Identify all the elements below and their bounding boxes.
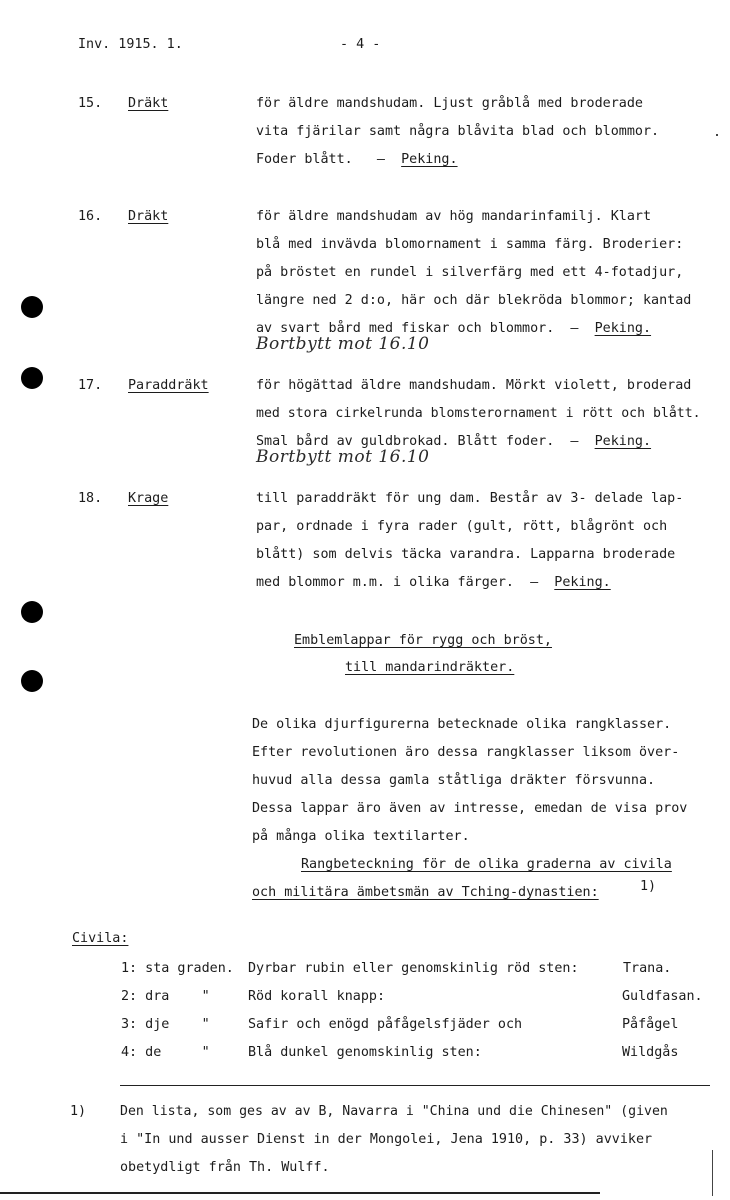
paragraph-line: Dessa lappar äro även av intresse, emedan de visa prov bbox=[252, 801, 688, 816]
rank-grade: 3: dje " bbox=[121, 1017, 210, 1032]
footnote-marker: 1) bbox=[70, 1104, 87, 1119]
rank-bird: Wildgås bbox=[622, 1045, 679, 1060]
entry-line bbox=[256, 153, 458, 166]
entry-line: för högättad äldre mandshudam. Mörkt violett, broderad bbox=[256, 378, 692, 393]
section-heading: till mandarindräkter. bbox=[345, 660, 515, 675]
rank-heading: Rangbeteckning för de olika graderna av civila bbox=[301, 857, 672, 872]
entry-term: Dräkt bbox=[128, 96, 169, 111]
entry-line: för äldre mandshudam av hög mandarinfamilj. Klart bbox=[256, 209, 652, 224]
footnote-line: obetydligt från Th. Wulff. bbox=[120, 1160, 330, 1175]
entry-number: 15. bbox=[78, 96, 103, 111]
paragraph-line: De olika djurfigurerna betecknade olika rangklasser. bbox=[252, 717, 672, 732]
entry-line: blå med invävda blomornament i samma färg. Broderier: bbox=[256, 237, 684, 252]
page-number: - 4 - bbox=[340, 37, 381, 52]
scan-edge-mark bbox=[712, 1150, 713, 1196]
entry-line bbox=[256, 576, 611, 589]
entry-origin: Peking. bbox=[401, 152, 458, 167]
punch-hole bbox=[21, 296, 43, 318]
rank-symbol: Dyrbar rubin eller genomskinlig röd sten: bbox=[248, 961, 579, 976]
rank-grade: 4: de " bbox=[121, 1045, 210, 1060]
scan-edge-line bbox=[0, 1192, 600, 1194]
footnote-line: i "In und ausser Dienst in der Mongolei, Jena 1910, p. 33) avviker bbox=[120, 1132, 653, 1147]
entry-number: 16. bbox=[78, 209, 103, 224]
section-heading: Emblemlappar för rygg och bröst, bbox=[294, 633, 552, 648]
entry-origin: Peking. bbox=[594, 321, 652, 336]
entry-line: blått) som delvis täcka varandra. Lapparna broderade bbox=[256, 547, 676, 562]
rank-symbol: Blå dunkel genomskinlig sten: bbox=[248, 1045, 482, 1060]
entry-number: 17. bbox=[78, 378, 103, 393]
inventory-number: Inv. 1915. 1. bbox=[78, 37, 183, 52]
entry-line-text: med blommor m.m. i olika färger. – bbox=[256, 575, 555, 590]
paragraph-line: på många olika textilarter. bbox=[252, 829, 470, 844]
rank-symbol: Röd korall knapp: bbox=[248, 989, 386, 1004]
entry-term: Paraddräkt bbox=[128, 378, 209, 393]
rank-bird: Påfågel bbox=[622, 1017, 679, 1032]
entry-line: med stora cirkelrunda blomsterornament i rött och blått. bbox=[256, 406, 701, 421]
civil-label: Civila: bbox=[72, 931, 129, 946]
entry-line: par, ordnade i fyra rader (gult, rött, blågrönt och bbox=[256, 519, 668, 534]
entry-origin: Peking. bbox=[554, 575, 611, 590]
punch-hole bbox=[21, 367, 43, 389]
entry-line: längre ned 2 d:o, här och där blekröda blommor; kantad bbox=[256, 293, 692, 308]
handwritten-note: Bortbytt mot 16.10 bbox=[256, 334, 430, 354]
entry-line-text: Foder blått. – bbox=[256, 152, 402, 167]
entry-line: på bröstet en rundel i silverfärg med ett 4-fotadjur, bbox=[256, 265, 684, 280]
footnote-divider bbox=[120, 1085, 710, 1086]
rank-bird: Guldfasan. bbox=[622, 989, 703, 1004]
punch-hole bbox=[21, 601, 43, 623]
entry-line-text: Smal bård av guldbrokad. Blått foder. – bbox=[256, 434, 595, 449]
handwritten-note: Bortbytt mot 16.10 bbox=[256, 447, 430, 467]
entry-line: för äldre mandshudam. Ljust gråblå med broderade bbox=[256, 96, 643, 111]
rank-bird: Trana. bbox=[623, 961, 672, 976]
entry-term: Dräkt bbox=[128, 209, 169, 224]
paragraph-line: huvud alla dessa gamla ståtliga dräkter försvunna. bbox=[252, 773, 656, 788]
scan-edge-mark bbox=[716, 134, 718, 136]
punch-hole bbox=[21, 670, 43, 692]
rank-symbol: Safir och enögd påfågelsfjäder och bbox=[248, 1017, 523, 1032]
paragraph-line: Efter revolutionen äro dessa rangklasser liksom över- bbox=[252, 745, 680, 760]
footnote-line: Den lista, som ges av av B, Navarra i "China und die Chinesen" (given bbox=[120, 1104, 668, 1119]
entry-origin: Peking. bbox=[594, 434, 652, 449]
rank-grade: 1: sta graden. bbox=[121, 961, 234, 976]
rank-grade: 2: dra " bbox=[121, 989, 210, 1004]
rank-heading: och militära ämbetsmän av Tching-dynastien: bbox=[252, 885, 599, 900]
entry-number: 18. bbox=[78, 491, 103, 506]
entry-term: Krage bbox=[128, 491, 169, 506]
entry-line-text: av svart bård med fiskar och blommor. – bbox=[256, 321, 595, 336]
entry-line: till paraddräkt för ung dam. Består av 3- delade lap- bbox=[256, 491, 684, 506]
footnote-reference: 1) bbox=[640, 879, 657, 894]
entry-line: vita fjärilar samt några blåvita blad och blommor. bbox=[256, 124, 660, 139]
